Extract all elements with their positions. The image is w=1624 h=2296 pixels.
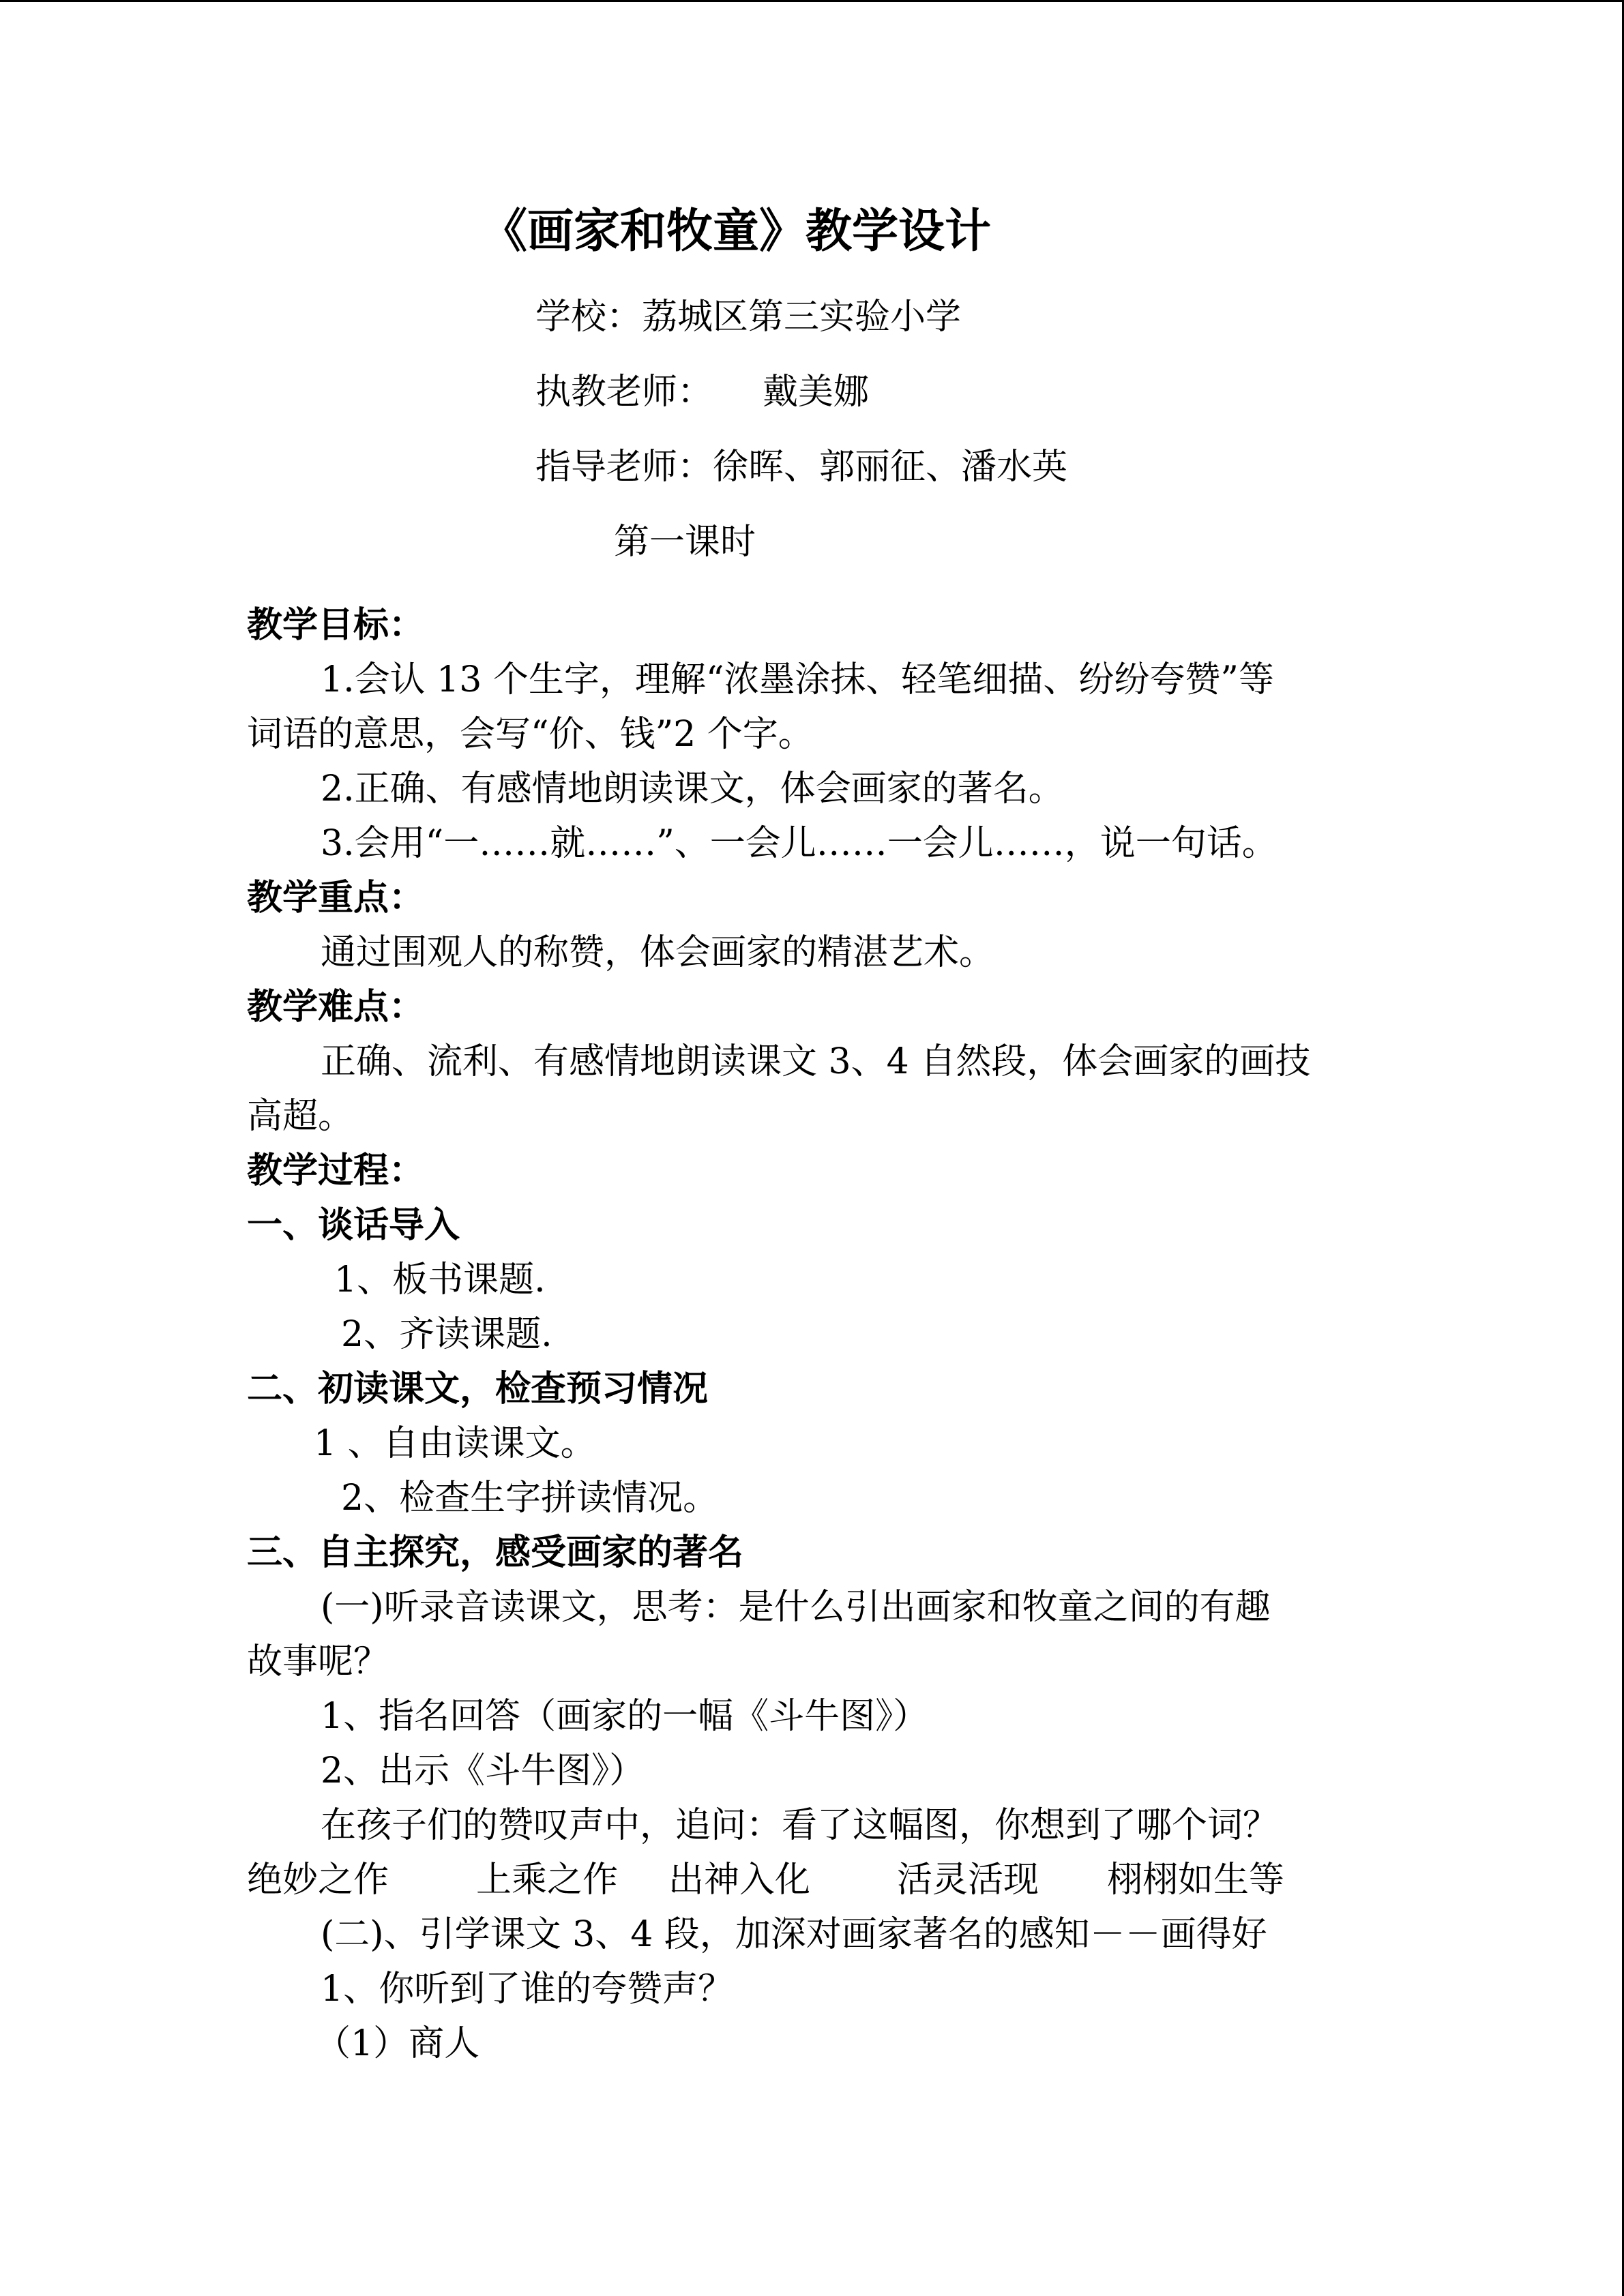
objective-1-line-1: 1.会认 13 个生字，理解“浓墨涂抹、轻笔细描、纷纷夸赞”等 <box>321 659 1275 700</box>
process-heading: 教学过程： <box>247 1150 425 1191</box>
part-3-heading: 三、自主探究，感受画家的著名 <box>247 1532 744 1573</box>
objective-2: 2.正确、有感情地朗读课文，体会画家的著名。 <box>321 769 1064 809</box>
part-3-question-2-sub-1: （1）商人 <box>315 2023 480 2064</box>
teacher-label: 执教老师： <box>535 372 713 413</box>
part-3-follow-up: 在孩子们的赞叹声中，追问：看了这幅图，你想到了哪个词？ <box>321 1805 1279 1846</box>
teacher-name: 戴美娜 <box>763 372 870 413</box>
part-1-item-1: 1、板书课题. <box>334 1259 546 1300</box>
key-points-heading: 教学重点： <box>247 878 425 919</box>
vocab-word: 出神入化 <box>668 1860 811 1900</box>
difficulties-line-1: 正确、流利、有感情地朗读课文 3、4 自然段，体会画家的画技 <box>321 1041 1311 1082</box>
part-1-item-2: 2、齐读课题. <box>341 1314 552 1355</box>
part-2-item-2: 2、检查生字拼读情况。 <box>341 1478 719 1519</box>
vocab-word: 绝妙之作 <box>247 1860 389 1900</box>
difficulties-heading: 教学难点： <box>247 987 425 1028</box>
objective-1-line-2: 词语的意思，会写“价、钱”2 个字。 <box>247 714 814 755</box>
difficulties-line-2: 高超。 <box>247 1096 354 1137</box>
vocab-word: 上乘之作 <box>476 1860 619 1900</box>
part-2-heading: 二、初读课文，检查预习情况 <box>247 1369 709 1410</box>
objectives-heading: 教学目标： <box>247 605 425 646</box>
vocab-word: 活灵活现 <box>897 1860 1039 1900</box>
part-3-question-2: (二)、引学课文 3、4 段，加深对画家著名的感知－－画得好 <box>321 1914 1267 1955</box>
part-1-heading: 一、谈话导入 <box>247 1205 460 1246</box>
key-points-text: 通过围观人的称赞，体会画家的精湛艺术。 <box>321 932 995 973</box>
part-3-question-2-item-1: 1、你听到了谁的夸赞声？ <box>321 1969 734 2010</box>
part-2-item-1: 1 、自由读课文。 <box>314 1423 596 1464</box>
page-border-top <box>0 0 1624 2</box>
lesson-label: 第一课时 <box>614 522 756 563</box>
document-title: 《画家和牧童》教学设计 <box>481 205 992 258</box>
objective-3: 3.会用“一……就……”、一会儿……一会儿……，说一句话。 <box>321 823 1278 864</box>
advisor-line: 指导老师：徐晖、郭丽征、潘水英 <box>535 447 1068 488</box>
part-3-question-1-line-2: 故事呢？ <box>247 1641 389 1682</box>
part-3-answer-1: 1、指名回答（画家的一幅《斗牛图》） <box>321 1696 929 1737</box>
part-3-question-1-line-1: (一)听录音读课文，思考：是什么引出画家和牧童之间的有趣 <box>321 1587 1271 1628</box>
part-3-answer-2: 2、出示《斗牛图》） <box>321 1750 645 1791</box>
vocab-word: 栩栩如生等 <box>1107 1860 1285 1900</box>
school-line: 学校：荔城区第三实验小学 <box>535 297 962 338</box>
